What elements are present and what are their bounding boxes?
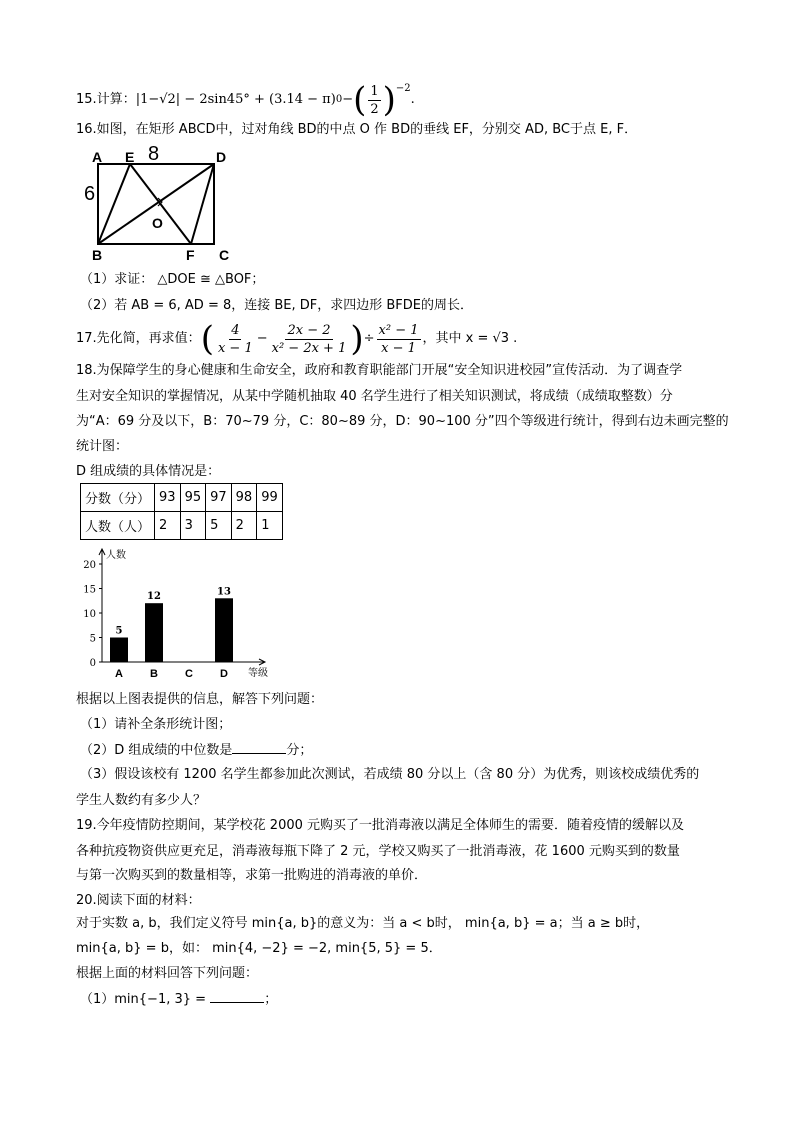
- y-axis-title: 人数: [106, 550, 126, 561]
- q16-stem: 16.如图，在矩形 ABCD中，过对角线 BD的中点 O 作 BD的垂线 EF，分别交 AD, BC于点 E, F．: [76, 122, 638, 137]
- q20-line-1: 20.阅读下面的材料：: [76, 893, 201, 908]
- q17-fraction-3: $\frac{\text{x² − 1}}{x - 1}$: [378, 322, 419, 356]
- q19-line-1: 19.今年疫情防控期间，某学校花 2000 元购买了一批消毒液以满足全体师生的需要．随着疫情的缓解以及: [76, 818, 685, 833]
- handwritten-8: 8: [148, 143, 160, 165]
- q18-after: 根据以上图表提供的信息，解答下列问题：: [76, 692, 324, 707]
- label-o: O: [152, 215, 163, 231]
- q15-exponent-neg2: −2: [395, 83, 411, 94]
- handwritten-6: 6: [84, 183, 96, 205]
- q18-line-4: 统计图：: [76, 439, 129, 454]
- bar-chart: [72, 540, 272, 685]
- x-tick-label: C: [185, 668, 193, 680]
- q20-line-3: min{a, b} = b，如： min{4, −2} = −2, min{5, 5} = 5．: [76, 941, 442, 956]
- label-a: A: [92, 149, 103, 165]
- q15-end: .: [410, 92, 415, 107]
- x-tick-label: D: [220, 668, 228, 680]
- q18-part1: （1）请补全条形统计图；: [80, 717, 232, 732]
- score-table: [80, 483, 283, 540]
- y-tick-label: 15: [83, 584, 96, 596]
- answer-blank[interactable]: [210, 990, 264, 1003]
- x-tick-label: A: [115, 668, 123, 680]
- answer-blank[interactable]: [232, 741, 286, 754]
- q20-line-4: 根据上面的材料回答下列问题：: [76, 966, 259, 981]
- segment-df: [191, 164, 214, 244]
- q19-line-3: 与第一次购买到的数量相等，求第一批购进的消毒液的单价．: [76, 868, 428, 883]
- table-row: 分数（分） 93 95 97 98 99: [81, 484, 283, 512]
- q15-label: 计算：: [96, 92, 136, 107]
- data-label: 13: [217, 586, 231, 598]
- x-axis-title: 等级: [248, 668, 268, 679]
- q15: 15. 计算： |1−√2| − 2sin45° + (3.14 − π) 0 − ( $\frac{1}{2}$ ) $^{-2}$ .: [76, 80, 415, 120]
- q15-number: 15.: [76, 92, 97, 107]
- label-e: E: [125, 149, 135, 165]
- label-d: D: [216, 149, 227, 165]
- q18-part3: （3）假设该校有 1200 名学生都参加此次测试，若成绩 80 分以上（含 80 分）为优秀，则该校成绩优秀的: [80, 767, 700, 782]
- y-tick-label: 10: [83, 609, 96, 620]
- q16-part1: （1）求证： △DOE ≅ △BOF；: [80, 272, 265, 287]
- label-f: F: [186, 247, 195, 263]
- bar-d: [215, 598, 233, 662]
- y-tick-label: 5: [89, 633, 96, 645]
- q15-fraction: $\frac{1}{2}$: [370, 83, 379, 117]
- q20-part1: （1）min{−1, 3} = ；: [80, 992, 278, 1007]
- q18-part2: （2）D 组成绩的中位数是 分；: [80, 743, 313, 758]
- q18-line-1: 18.为保障学生的身心健康和生命安全，政府和教育职能部门开展“安全知识进校园”宣传活动．为了调查学: [76, 363, 683, 378]
- y-tick-label: 20: [83, 560, 96, 571]
- table-row: 人数（人） 2 3 5 2 1: [81, 512, 283, 540]
- q16-part2: （2）若 AB = 6, AD = 8，连接 BE, DF，求四边形 BFDE的周长．: [80, 298, 474, 313]
- q18-line-3: 为“A：69 分及以下，B：70~79 分，C：80~89 分，D：90~100 分”四个等级进行统计，得到右边未画完整的: [76, 414, 729, 429]
- bar-a: [110, 638, 128, 663]
- q17-fraction-1: $\frac{4}{x - 1}$: [217, 322, 253, 356]
- q17-tail: ，其中 x = √3 .: [422, 331, 518, 346]
- q15-minus: −: [342, 92, 354, 107]
- q15-expression: |1−√2| − 2sin45° + (3.14 − π): [135, 92, 336, 107]
- label-b: B: [92, 247, 103, 263]
- diagonal-bd: [98, 164, 214, 244]
- q18-line-2: 生对安全知识的掌握情况，从某中学随机抽取 40 名学生进行了相关知识测试，将成绩（成绩取整数）分: [76, 389, 673, 404]
- q17-fraction-2: $\frac{2x - 2}{\text{x² − 2x + 1}}$: [271, 322, 347, 356]
- rectangle-figure: [78, 142, 248, 266]
- q18-part3-cont: 学生人数约有多少人？: [76, 793, 207, 808]
- x-tick-label: B: [150, 668, 158, 680]
- data-label: 12: [147, 591, 161, 603]
- q15-exponent-zero: 0: [335, 94, 343, 105]
- label-c: C: [219, 247, 230, 263]
- q17-label: 17.先化简，再求值：: [76, 331, 201, 346]
- y-tick-label: 0: [89, 658, 96, 669]
- data-label: 5: [115, 625, 123, 637]
- q20-line-2: 对于实数 a, b，我们定义符号 min{a, b}的意义为：当 a < b时， min{a, b} = a；当 a ≥ b时，: [76, 916, 650, 931]
- q19-line-2: 各种抗疫物资供应更充足，消毒液每瓶下降了 2 元，学校又购买了一批消毒液，花 1600 元购买到的数量: [76, 844, 680, 859]
- q18-d-label: D 组成绩的具体情况是：: [76, 464, 221, 479]
- bar-b: [145, 603, 163, 662]
- q17: 17.先化简，再求值： ( $\frac{4}{x - 1}$ − $\frac{2x - 2}{\text{x² − 2x + 1}}$ ) ÷ $\frac{\text{x² − 1}}{x - 1}$ ，其中 x = √3 .: [76, 319, 518, 359]
